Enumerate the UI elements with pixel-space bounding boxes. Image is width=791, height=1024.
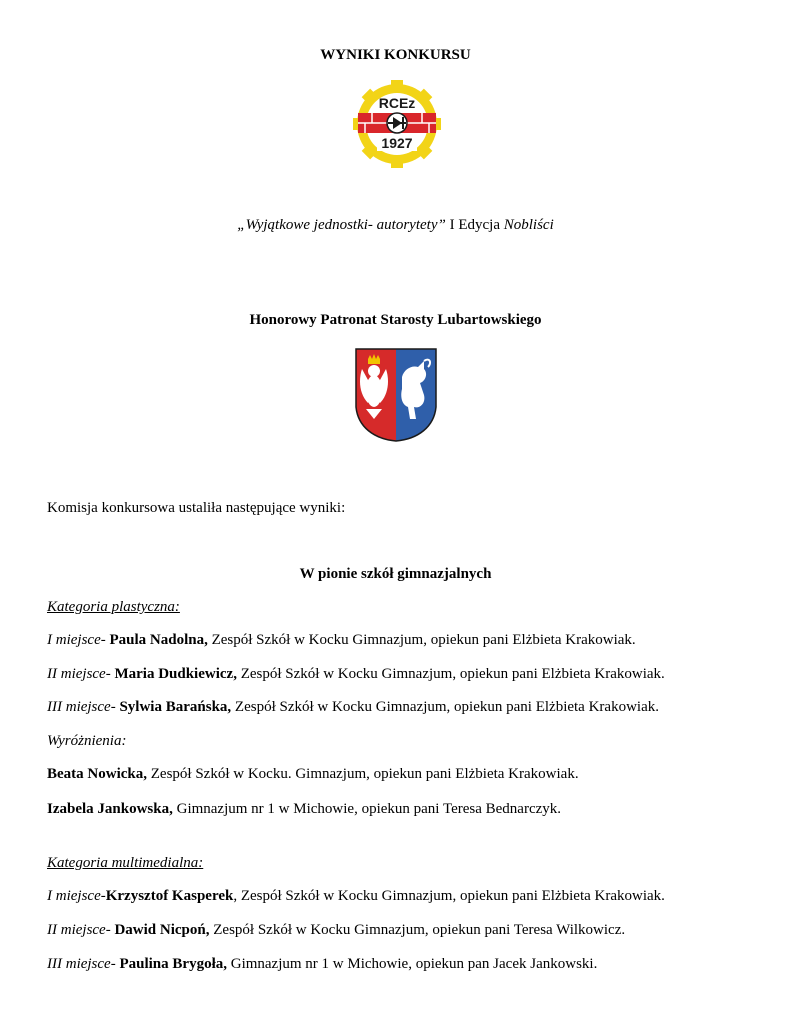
result-name: Paula Nadolna, (105, 632, 208, 648)
result-row (47, 632, 636, 649)
coat-of-arms-icon (354, 347, 438, 443)
result-place: III miejsce- (47, 699, 116, 715)
result-row (47, 956, 597, 973)
result-details: Gimnazjum nr 1 w Michowie, opiekun pan Jacek Jankowski. (226, 956, 598, 972)
distinction-details: Gimnazjum nr 1 w Michowie, opiekun pani Teresa Bednarczyk. (172, 801, 562, 817)
distinction-name: Beata Nowicka, (47, 766, 147, 782)
result-place: II miejsce- (47, 922, 111, 938)
result-place: III miejsce- (47, 956, 116, 972)
rcez-logo (352, 80, 442, 168)
result-details: Zespół Szkół w Kocku Gimnazjum, opiekun pani Teresa Wilkowicz. (209, 922, 626, 938)
result-details: Zespół Szkół w Kocku Gimnazjum, opiekun pani Elżbieta Krakowiak. (207, 632, 636, 648)
patronage-text: Honorowy Patronat Starosty Lubartowskiego (249, 312, 542, 328)
distinctions-label: Wyróżnienia: (47, 733, 127, 749)
distinction-name: Izabela Jankowska, (47, 801, 173, 817)
contest-quote: „Wyjątkowe jednostki- autorytety” (237, 217, 446, 233)
logo-year: 1927 (381, 135, 413, 151)
distinction-details: Zespół Szkół w Kocku. Gimnazjum, opiekun pani Elżbieta Krakowiak. (147, 766, 579, 782)
result-row (47, 922, 625, 939)
contest-edition: I Edycja (445, 217, 504, 233)
result-details: Zespół Szkół w Kocku Gimnazjum, opiekun pani Elżbieta Krakowiak. (231, 699, 659, 715)
result-details: , Zespół Szkół w Kocku Gimnazjum, opiekun pani Elżbieta Krakowiak. (233, 888, 665, 904)
distinction-row (47, 766, 579, 783)
result-place: I miejsce- (47, 632, 106, 648)
result-details: Zespół Szkół w Kocku Gimnazjum, opiekun pani Elżbieta Krakowiak. (236, 666, 665, 682)
logo-text: RCEz (378, 95, 416, 111)
result-name: Krzysztof Kasperek (105, 888, 234, 904)
section-title: W pionie szkół gimnazjalnych (299, 566, 492, 582)
result-row (47, 666, 665, 683)
result-name: Maria Dudkiewicz, (110, 666, 237, 682)
contest-laureates: Nobliści (503, 217, 554, 233)
result-name: Paulina Brygoła, (115, 956, 227, 972)
intro-text: Komisja konkursowa ustaliła następujące wyniki: (47, 500, 346, 516)
page-title: WYNIKI KONKURSU (320, 47, 471, 63)
result-place: II miejsce- (47, 666, 111, 682)
distinction-row (47, 801, 561, 818)
result-place: I miejsce- (47, 888, 106, 904)
category-title: Kategoria plastyczna: (47, 599, 180, 615)
contest-line (0, 217, 791, 234)
result-row (47, 699, 659, 716)
result-row (47, 888, 665, 905)
result-name: Dawid Nicpoń, (110, 922, 210, 938)
result-name: Sylwia Barańska, (115, 699, 232, 715)
category-title: Kategoria multimedialna: (47, 855, 204, 871)
